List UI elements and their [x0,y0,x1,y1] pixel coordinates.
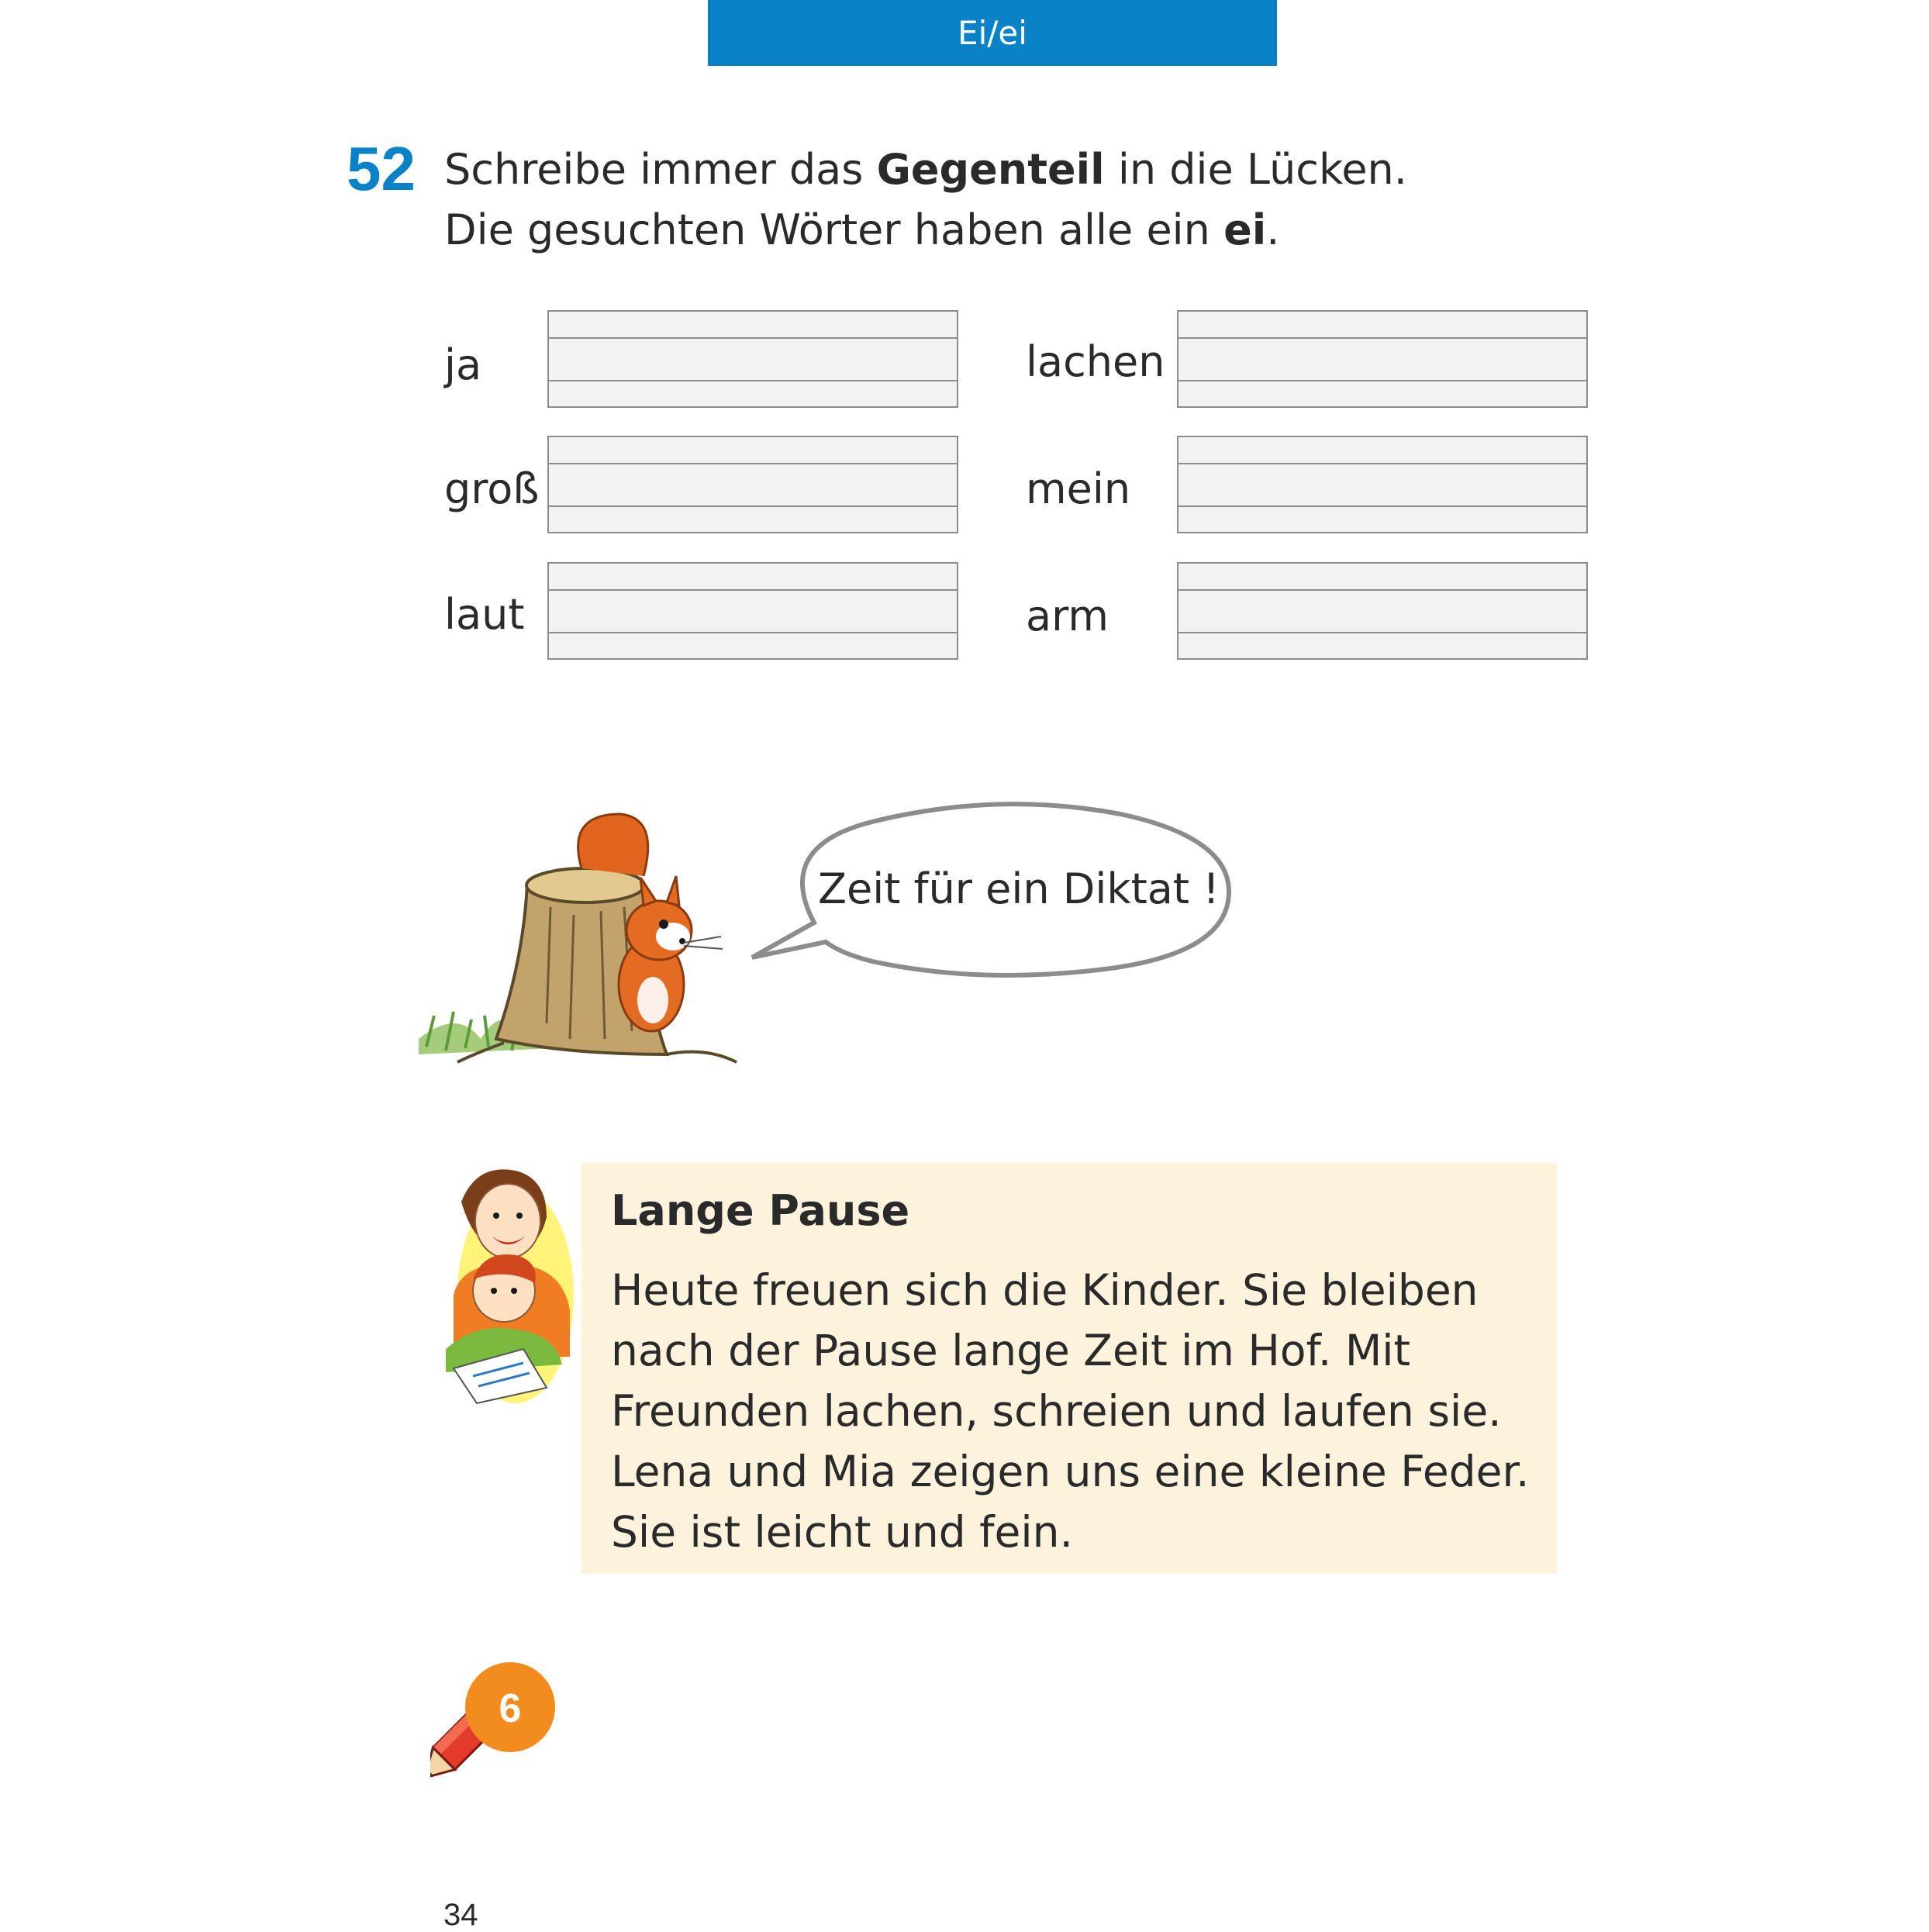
answer-box[interactable] [1177,310,1588,408]
section-header-title: Ei/ei [958,14,1027,52]
dictation-line: Lena und Mia zeigen uns eine kleine Feder. [611,1447,1530,1496]
mother-child-illustration [430,1155,578,1411]
exercise-word: lachen [1026,337,1165,386]
answer-box[interactable] [1177,436,1588,533]
badge-number: 6 [499,1686,522,1731]
instruction-keyword: Gegenteil [876,145,1105,194]
task-instruction [444,140,1407,260]
exercise-word: arm [1026,592,1109,640]
answer-box[interactable] [547,562,958,660]
dictation-line: Freunden lachen, schreien und laufen sie. [611,1386,1502,1436]
page-number: 34 [443,1898,478,1932]
answer-box[interactable] [547,436,958,533]
answer-box[interactable] [547,310,958,408]
dictation-line: nach der Pause lange Zeit im Hof. Mit [611,1326,1411,1375]
speech-bubble-text: Zeit für ein Diktat ! [818,864,1220,913]
dictation-title: Lange Pause [611,1186,910,1235]
answer-box[interactable] [1177,562,1588,660]
exercise-word: groß [444,464,540,513]
dictation-line: Heute freuen sich die Kinder. Sie bleiben [611,1265,1479,1315]
task-number: 52 [347,134,416,203]
instruction-line-2: Die gesuchten Wörter haben alle ein ei. [444,205,1280,254]
dictation-line: Sie ist leicht und fein. [611,1507,1073,1557]
section-header [708,0,1277,66]
exercise-word: ja [444,340,482,389]
instruction-line-1: Schreibe immer das Gegenteil in die Lücken. [444,145,1407,194]
exercise-word: mein [1026,464,1131,513]
squirrel-illustration [411,806,783,1085]
exercise-word: laut [444,590,525,639]
dictation-text [611,1260,1541,1562]
instruction-letters: ei [1223,205,1267,254]
pencil-icon [430,1659,562,1799]
